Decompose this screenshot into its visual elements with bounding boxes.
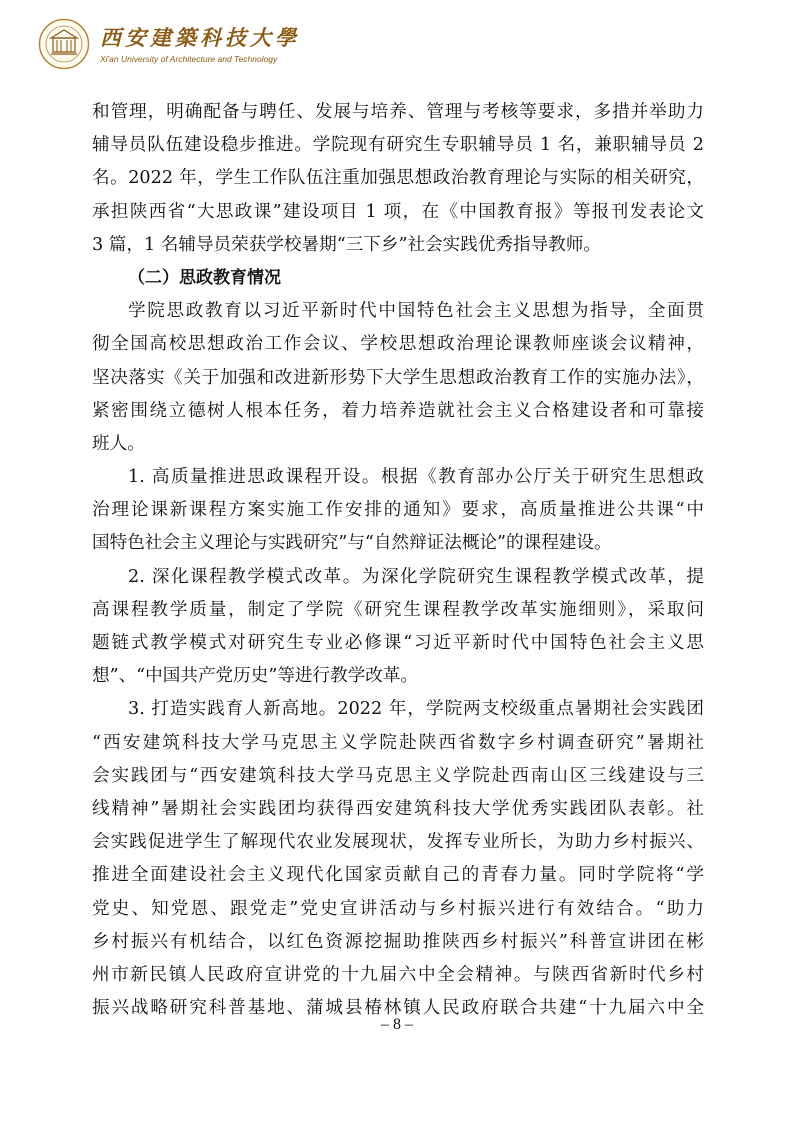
text-line: 和管理，明确配备与聘任、发展与培养、管理与考核等要求，多措并举助力 [92, 102, 704, 122]
university-seal-icon [38, 18, 90, 70]
page-number: – 8 – [381, 1016, 413, 1033]
text-line: 班人。 [92, 433, 145, 454]
text-line: 会实践促进学生了解现代农业发展现状，发挥专业所长，为助力乡村振兴、 [92, 832, 704, 853]
text-line: 国特色社会主义理论与实践研究”与“自然辩证法概论”的课程建设。 [92, 533, 612, 554]
document-body [92, 96, 704, 1025]
text-line: 乡村振兴有机结合，以红色资源挖掘助推陕西乡村振兴”科普宣讲团在彬 [92, 931, 704, 952]
text-line: 3. 打造实践育人新高地。2022 年，学院两支校级重点暑期社会实践团 [128, 699, 704, 720]
text-line: 辅导员队伍建设稳步推进。学院现有研究生专职辅导员 1 名，兼职辅导员 2 [92, 135, 704, 156]
university-name-en: Xi'an University of Architecture and Technology [100, 54, 278, 64]
text-line: 线精神”暑期社会实践团均获得西安建筑科技大学优秀实践团队表彰。社 [92, 798, 704, 819]
university-name-cn: 西安建築科技大學 [100, 25, 300, 50]
text-line: 紧密围绕立德树人根本任务，着力培养造就社会主义合格建设者和可靠接 [92, 400, 704, 421]
text-line: 题链式教学模式对研究生专业必修课“习近平新时代中国特色社会主义思 [92, 633, 704, 653]
text-line: 高课程教学质量，制定了学院《研究生课程教学改革实施细则》，采取问 [92, 599, 704, 620]
text-line: 坚决落实《关于加强和改进新形势下大学生思想政治教育工作的实施办法》， [92, 367, 704, 388]
text-line: 想”、“中国共产党历史”等进行教学改革。 [92, 666, 419, 687]
text-line: 党史、知党恩、跟党走”党史宣讲活动与乡村振兴进行有效结合。“助力 [92, 898, 704, 919]
text-line: 治理论课新课程方案实施工作安排的通知》要求，高质量推进公共课“中 [92, 500, 704, 521]
text-line: 3 篇，1 名辅导员荣获学校暑期“三下乡”社会实践优秀指导教师。 [92, 234, 602, 255]
text-line: 州市新民镇人民政府宣讲党的十九届六中全会精神。与陕西省新时代乡村 [92, 964, 704, 985]
page-header [38, 18, 338, 78]
text-line: 推进全面建设社会主义现代化国家贡献自己的青春力量。同时学院将“学 [92, 865, 704, 886]
text-line: 振兴战略研究科普基地、蒲城县椿林镇人民政府联合共建“十九届六中全 [92, 998, 704, 1019]
text-line: “西安建筑科技大学马克思主义学院赴陕西省数字乡村调查研究”暑期社 [92, 732, 704, 753]
text-line: 彻全国高校思想政治工作会议、学校思想政治理论课教师座谈会议精神， [92, 334, 704, 355]
text-line: 会实践团与“西安建筑科技大学马克思主义学院赴西南山区三线建设与三 [92, 765, 704, 786]
text-line: 2. 深化课程教学模式改革。为深化学院研究生课程教学模式改革，提 [128, 566, 704, 587]
text-line: 承担陕西省“大思政课”建设项目 1 项，在《中国教育报》等报刊发表论文 [92, 201, 704, 222]
text-line: 1. 高质量推进思政课程开设。根据《教育部办公厅关于研究生思想政 [128, 467, 704, 488]
section-heading: （二）思政教育情况 [128, 267, 281, 288]
text-line: 学院思政教育以习近平新时代中国特色社会主义思想为指导，全面贯 [128, 301, 704, 322]
text-line: 名。2022 年，学生工作队伍注重加强思想政治教育理论与实际的相关研究， [92, 168, 704, 189]
